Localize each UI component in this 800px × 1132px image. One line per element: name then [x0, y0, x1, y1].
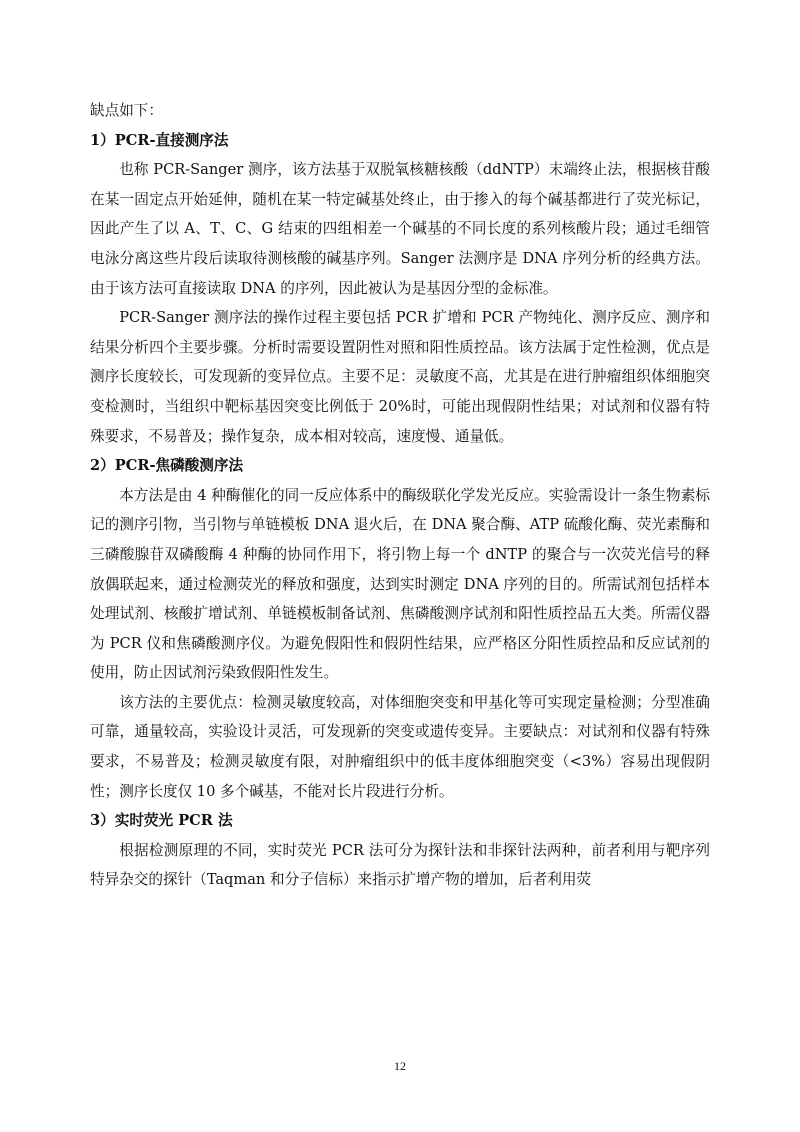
intro-text: 缺点如下： — [90, 102, 163, 119]
document-body — [90, 96, 710, 895]
section-heading-direct-sequencing: 1）PCR-直接测序法 — [90, 131, 229, 149]
paragraph-direct-sequencing-method: 也称 PCR-Sanger 测序，该方法基于双脱氧核糖核酸（ddNTP）末端终止法，根据核苷酸在某一固定点开始延伸，随机在某一特定碱基处终止，由于掺入的每个碱基都进行了荧光标记，因此产生了以 A、T、C、G 结束的四组相差一个碱基的不同长度的系列核酸片段；通过毛细管电泳分离这些片段后读取待测核酸的碱基序列。Sanger 法测序是 DNA 序列分析的经典方法。由于该方法可直接读取 DNA 的序列，因此被认为是基因分型的金标准。 — [90, 161, 710, 297]
section-heading-pyrosequencing: 2）PCR-焦磷酸测序法 — [90, 457, 244, 475]
section-heading-realtime-pcr: 3）实时荧光 PCR 法 — [90, 812, 233, 830]
paragraph-pyrosequencing-pros-cons: 该方法的主要优点：检测灵敏度较高，对体细胞突变和甲基化等可实现定量检测；分型准确可靠，通量较高，实验设计灵活，可发现新的突变或遗传变异。主要缺点：对试剂和仪器有特殊要求，不易普及；检测灵敏度有限，对肿瘤组织中的低丰度体细胞突变（<3%）容易出现假阴性；测序长度仅 10 多个碱基，不能对长片段进行分析。 — [90, 693, 710, 800]
paragraph-realtime-pcr-principle: 根据检测原理的不同，实时荧光 PCR 法可分为探针法和非探针法两种，前者利用与靶序列特异杂交的探针（Taqman 和分子信标）来指示扩增产物的增加，后者利用荧 — [90, 841, 710, 889]
paragraph-direct-sequencing-procedure: PCR-Sanger 测序法的操作过程主要包括 PCR 扩增和 PCR 产物纯化、测序反应、测序和结果分析四个主要步骤。分析时需要设置阴性对照和阳性质控品。该方法属于定性检测，优点是测序长度较长，可发现新的变异位点。主要不足：灵敏度不高，尤其是在进行肿瘤组织体细胞突变检测时，当组织中靶标基因突变比例低于 20%时，可能出现假阴性结果；对试剂和仪器有特殊要求，不易普及；操作复杂，成本相对较高，速度慢、通量低。 — [90, 309, 710, 445]
page-number: 12 — [394, 1059, 406, 1073]
paragraph-pyrosequencing-method: 本方法是由 4 种酶催化的同一反应体系中的酶级联化学发光反应。实验需设计一条生物素标记的测序引物，当引物与单链模板 DNA 退火后，在 DNA 聚合酶、ATP 硫酸化酶、荧光素酶和三磷酸腺苷双磷酸酶 4 种酶的协同作用下，将引物上每一个 dNTP 的聚合与一次荧光信号的释放偶联起来，通过检测荧光的释放和强度，达到实时测定 DNA 序列的目的。所需试剂包括样本处理试剂、核酸扩增试剂、单链模板制备试剂、焦磷酸测序试剂和阳性质控品五大类。所需仪器为 PCR 仪和焦磷酸测序仪。为避免假阳性和假阴性结果，应严格区分阳性质控品和反应试剂的使用，防止因试剂污染致假阳性发生。 — [90, 486, 710, 682]
